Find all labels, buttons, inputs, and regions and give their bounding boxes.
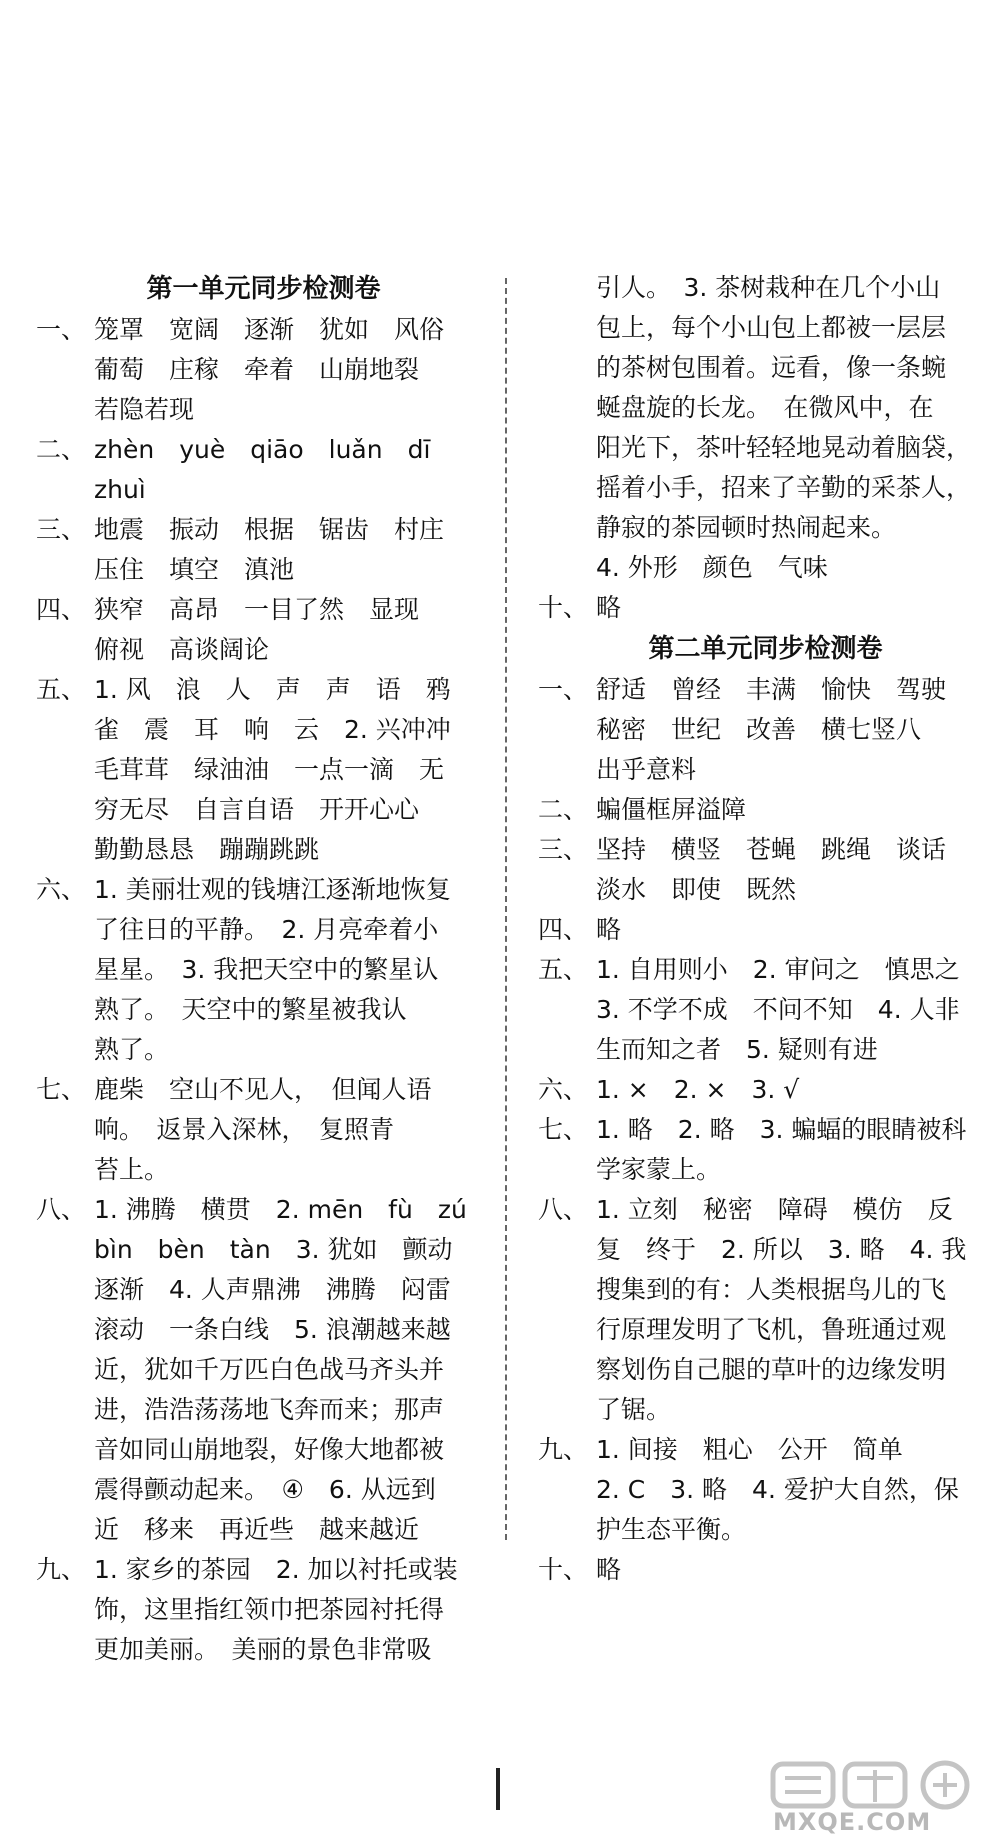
answer-line: 蜒盘旋的长龙。 在微风中，在 [596, 393, 934, 422]
answer-line: 秘密 世纪 改善 横七竖八 [596, 715, 922, 744]
answer-line: 4. 外形 颜色 气味 [596, 553, 828, 582]
answer-line: 穷无尽 自言自语 开开心心 [94, 795, 420, 824]
item-number: 六、 [538, 1075, 589, 1104]
answer-line: 笼罩 宽阔 逐渐 犹如 风俗 [94, 315, 445, 344]
answer-line: zhèn yuè qiāo luǎn dī [94, 435, 431, 464]
answer-line: 压住 填空 滇池 [94, 555, 295, 584]
answer-line: 更加美丽。 美丽的景色非常吸 [94, 1635, 432, 1664]
answer-line: 熟了。 [94, 1035, 170, 1064]
answer-item [36, 430, 491, 510]
answer-line: 1. 间接 粗心 公开 简单 [596, 1435, 903, 1464]
answer-line: 1. × 2. × 3. √ [596, 1075, 800, 1104]
answer-line: 舒适 曾经 丰满 愉快 驾驶 [596, 675, 947, 704]
answer-line: 响。 返景入深林， 复照青 [94, 1115, 395, 1144]
unit-2-answers [538, 670, 993, 1590]
answer-item [538, 1110, 993, 1190]
answer-line: bìn bèn tàn 3. 犹如 颤动 [94, 1235, 453, 1264]
unit-1-continuation [538, 268, 993, 588]
answer-line: 滚动 一条白线 5. 浪潮越来越 [94, 1315, 451, 1344]
answer-line: 察划伤自己腿的草叶的边缘发明 [596, 1355, 947, 1384]
item-number: 五、 [36, 675, 87, 704]
item-number: 七、 [538, 1115, 589, 1144]
answer-line: 苔上。 [94, 1155, 170, 1184]
answer-line: 略 [596, 593, 622, 622]
answer-line: 近，犹如千万匹白色战马齐头并 [94, 1355, 445, 1384]
answer-item [36, 310, 491, 430]
answer-item [538, 950, 993, 1070]
answer-line: 静寂的茶园顿时热闹起来。 [596, 513, 897, 542]
answer-item [538, 910, 993, 950]
item-number: 三、 [36, 515, 87, 544]
item-body [596, 1190, 993, 1430]
answer-line: 蝙僵框屏溢障 [596, 795, 747, 824]
answer-line: 搜集到的有：人类根据鸟儿的飞 [596, 1275, 947, 1304]
item-body [94, 510, 491, 590]
answer-item [538, 670, 993, 790]
page-number-mark [496, 1768, 500, 1810]
item-number: 一、 [36, 315, 87, 344]
answer-item [36, 870, 491, 1070]
answer-site-logo-icon [769, 1758, 984, 1810]
answer-line: 1. 沸腾 横贯 2. mēn fù zú [94, 1195, 467, 1224]
answer-line: 地震 振动 根据 锯齿 村庄 [94, 515, 445, 544]
item-number: 一、 [538, 675, 589, 704]
answer-line: 饰，这里指红领巾把茶园衬托得 [94, 1595, 445, 1624]
watermark [769, 1758, 984, 1836]
answer-line: 星星。 3. 我把天空中的繁星认 [94, 955, 439, 984]
watermark-text: MXQE.COM [773, 1808, 932, 1836]
answer-line: 摇着小手，招来了辛勤的采茶人， [596, 473, 972, 502]
item-number: 五、 [538, 955, 589, 984]
item-body [94, 1550, 491, 1670]
answer-line: 阳光下，茶叶轻轻地晃动着脑袋， [596, 433, 972, 462]
answer-line: 略 [596, 1555, 622, 1584]
answer-item [36, 1550, 491, 1670]
answer-line: 生而知之者 5. 疑则有进 [596, 1035, 878, 1064]
answer-item [538, 1070, 993, 1110]
item-body [94, 670, 491, 870]
answer-item [538, 1430, 993, 1550]
item-number: 九、 [538, 1435, 589, 1464]
answer-line: 了往日的平静。 2. 月亮牵着小 [94, 915, 439, 944]
item-body [94, 870, 491, 1070]
answer-line: 雀 震 耳 响 云 2. 兴冲冲 [94, 715, 451, 744]
answer-item [36, 1070, 491, 1190]
item-number: 七、 [36, 1075, 87, 1104]
answer-line: 逐渐 4. 人声鼎沸 沸腾 闷雷 [94, 1275, 451, 1304]
answer-line: 出乎意料 [596, 755, 697, 784]
item-body [596, 1070, 993, 1110]
answer-item [538, 830, 993, 910]
answer-line: 3. 不学不成 不问不知 4. 人非 [596, 995, 960, 1024]
answer-line: 1. 立刻 秘密 障碍 模仿 反 [596, 1195, 953, 1224]
item-body [94, 590, 491, 670]
answer-line: 近 移来 再近些 越来越近 [94, 1515, 420, 1544]
answer-line: 震得颤动起来。 ④ 6. 从远到 [94, 1475, 436, 1504]
item-number: 四、 [36, 595, 87, 624]
item-body [596, 588, 993, 628]
answer-line: 淡水 即使 既然 [596, 875, 797, 904]
answer-line: 坚持 横竖 苍蝇 跳绳 谈话 [596, 835, 947, 864]
item-number: 十、 [538, 593, 589, 622]
answer-line: 1. 风 浪 人 声 声 语 鸦 [94, 675, 451, 704]
item-body [596, 790, 993, 830]
answer-line: 引人。 3. 茶树栽种在几个小山 [596, 273, 941, 302]
answer-line: 狭窄 高昂 一目了然 显现 [94, 595, 420, 624]
answer-line: zhuì [94, 475, 146, 504]
answer-line: 进，浩浩荡荡地飞奔而来；那声 [94, 1395, 445, 1424]
unit-1-title: 第一单元同步检测卷 [146, 274, 381, 304]
unit-2-title: 第二单元同步检测卷 [648, 634, 883, 664]
answer-item [538, 1550, 993, 1590]
left-column [36, 268, 491, 1670]
answer-line: 音如同山崩地裂，好像大地都被 [94, 1435, 445, 1464]
column-divider [505, 278, 507, 1540]
item-body [94, 1070, 491, 1190]
item-number: 八、 [36, 1195, 87, 1224]
item-body [596, 950, 993, 1070]
answer-line: 学家蒙上。 [596, 1155, 722, 1184]
item-body [596, 1550, 993, 1590]
answer-item [538, 790, 993, 830]
item-number: 四、 [538, 915, 589, 944]
answer-line: 的茶树包围着。远看，像一条蜿 [596, 353, 947, 382]
unit-1-answers [36, 310, 491, 1670]
item-number: 二、 [36, 435, 87, 464]
answer-line: 略 [596, 915, 622, 944]
item-number: 二、 [538, 795, 589, 824]
answer-item [36, 670, 491, 870]
answer-line: 1. 美丽壮观的钱塘江逐渐地恢复 [94, 875, 451, 904]
item-body [596, 670, 993, 790]
answer-item [36, 510, 491, 590]
item-body [596, 1430, 993, 1550]
answer-line: 俯视 高谈阔论 [94, 635, 270, 664]
item-body [94, 310, 491, 430]
answer-line: 护生态平衡。 [596, 1515, 747, 1544]
answer-line: 2. C 3. 略 4. 爱护大自然，保 [596, 1475, 959, 1504]
item-number: 六、 [36, 875, 87, 904]
item-body [94, 1190, 491, 1550]
item-number: 九、 [36, 1555, 87, 1584]
item-number: 十、 [538, 1555, 589, 1584]
item-body [596, 910, 993, 950]
answer-item [538, 1190, 993, 1430]
item-number: 三、 [538, 835, 589, 864]
answer-line: 若隐若现 [94, 395, 195, 424]
item-body [94, 430, 491, 510]
answer-line: 1. 略 2. 略 3. 蝙蝠的眼睛被科 [596, 1115, 967, 1144]
answer-item [538, 588, 993, 628]
answer-item [36, 590, 491, 670]
answer-line: 1. 家乡的茶园 2. 加以衬托或装 [94, 1555, 458, 1584]
answer-line: 熟了。 天空中的繁星被我认 [94, 995, 407, 1024]
answer-line: 毛茸茸 绿油油 一点一滴 无 [94, 755, 445, 784]
answer-item [36, 1190, 491, 1550]
answer-line: 复 终于 2. 所以 3. 略 4. 我 [596, 1235, 967, 1264]
answer-line: 勤勤恳恳 蹦蹦跳跳 [94, 835, 320, 864]
answer-line: 鹿柴 空山不见人， 但闻人语 [94, 1075, 432, 1104]
answer-line: 行原理发明了飞机，鲁班通过观 [596, 1315, 947, 1344]
item-number: 八、 [538, 1195, 589, 1224]
answer-line: 了锯。 [596, 1395, 672, 1424]
item-body [596, 830, 993, 910]
answer-line: 包上，每个小山包上都被一层层 [596, 313, 947, 342]
item-body [596, 1110, 993, 1190]
right-column [538, 268, 993, 1590]
answer-line: 葡萄 庄稼 牵着 山崩地裂 [94, 355, 420, 384]
unit-1-final-answers [538, 588, 993, 628]
answer-line: 1. 自用则小 2. 审问之 慎思之 [596, 955, 960, 984]
